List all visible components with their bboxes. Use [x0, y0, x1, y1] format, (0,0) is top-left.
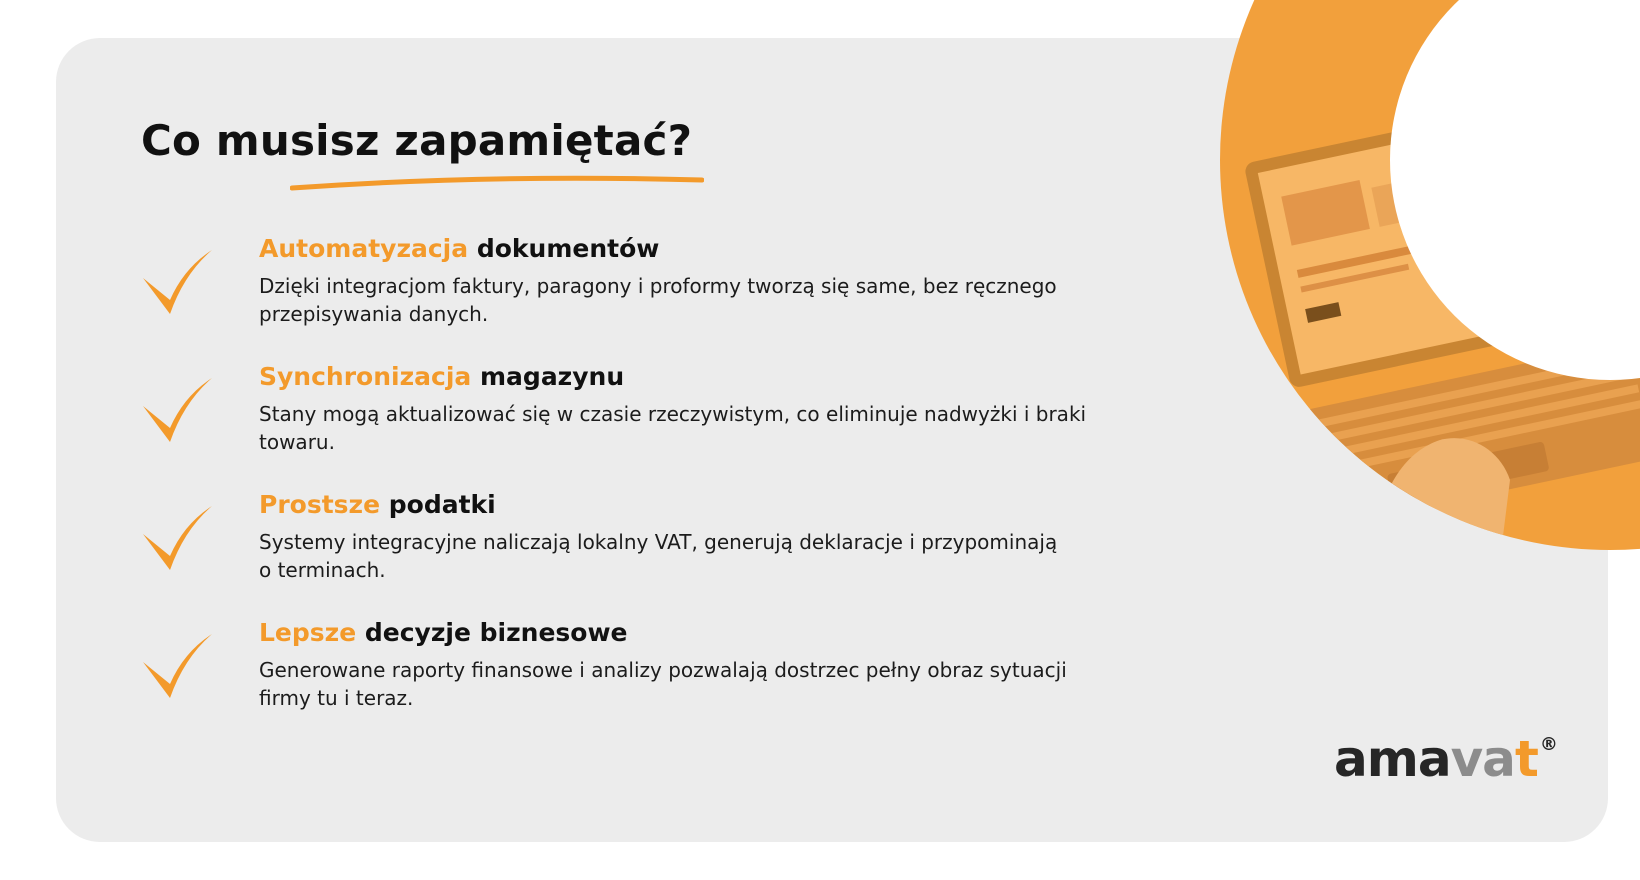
- item-heading-accent: Lepsze: [259, 618, 357, 647]
- item-description-line: Dzięki integracjom faktury, paragony i proformy tworzą się same, bez ręcznego: [259, 274, 1057, 298]
- item-description: [259, 400, 1139, 456]
- item-heading-rest: podatki: [388, 490, 496, 519]
- item-heading-rest: magazynu: [480, 362, 625, 391]
- item-description: [259, 272, 1139, 328]
- checkmark-icon: [140, 500, 216, 578]
- item-description-line: Generowane raporty finansowe i analizy pozwalają dostrzec pełny obraz sytuacji: [259, 658, 1067, 682]
- amavat-logo: [1334, 730, 1558, 788]
- checkmark-icon: [140, 628, 216, 706]
- title-underline: [290, 174, 704, 198]
- item-heading-accent: Automatyzacja: [259, 234, 469, 263]
- item-description-line: towaru.: [259, 430, 335, 454]
- item-description: [259, 656, 1139, 712]
- item-heading-rest: decyzje biznesowe: [364, 618, 628, 647]
- item-heading: [259, 362, 624, 391]
- logo-part-t: t: [1514, 730, 1538, 788]
- checkmark-icon: [140, 372, 216, 450]
- logo-part-va: va: [1450, 730, 1515, 788]
- item-heading: [259, 618, 628, 647]
- item-description-line: o terminach.: [259, 558, 386, 582]
- list-item: [0, 618, 1200, 738]
- item-heading: [259, 234, 659, 263]
- logo-part-ama: ama: [1334, 730, 1451, 788]
- list-item: [0, 490, 1200, 610]
- item-description-line: Systemy integracyjne naliczają lokalny VAT, generują deklaracje i przypominają: [259, 530, 1058, 554]
- item-heading-accent: Synchronizacja: [259, 362, 472, 391]
- item-description-line: firmy tu i teraz.: [259, 686, 414, 710]
- laptop-photo: [1200, 0, 1640, 580]
- item-description-line: Stany mogą aktualizować się w czasie rzeczywistym, co eliminuje nadwyżki i braki: [259, 402, 1087, 426]
- page-title: Co musisz zapamiętać?: [141, 116, 693, 165]
- item-heading: [259, 490, 496, 519]
- list-item: [0, 234, 1200, 354]
- item-heading-accent: Prostsze: [259, 490, 381, 519]
- registered-mark: ®: [1539, 734, 1558, 755]
- list-item: [0, 362, 1200, 482]
- item-description: [259, 528, 1139, 584]
- item-heading-rest: dokumentów: [476, 234, 660, 263]
- item-description-line: przepisywania danych.: [259, 302, 489, 326]
- checkmark-icon: [140, 244, 216, 322]
